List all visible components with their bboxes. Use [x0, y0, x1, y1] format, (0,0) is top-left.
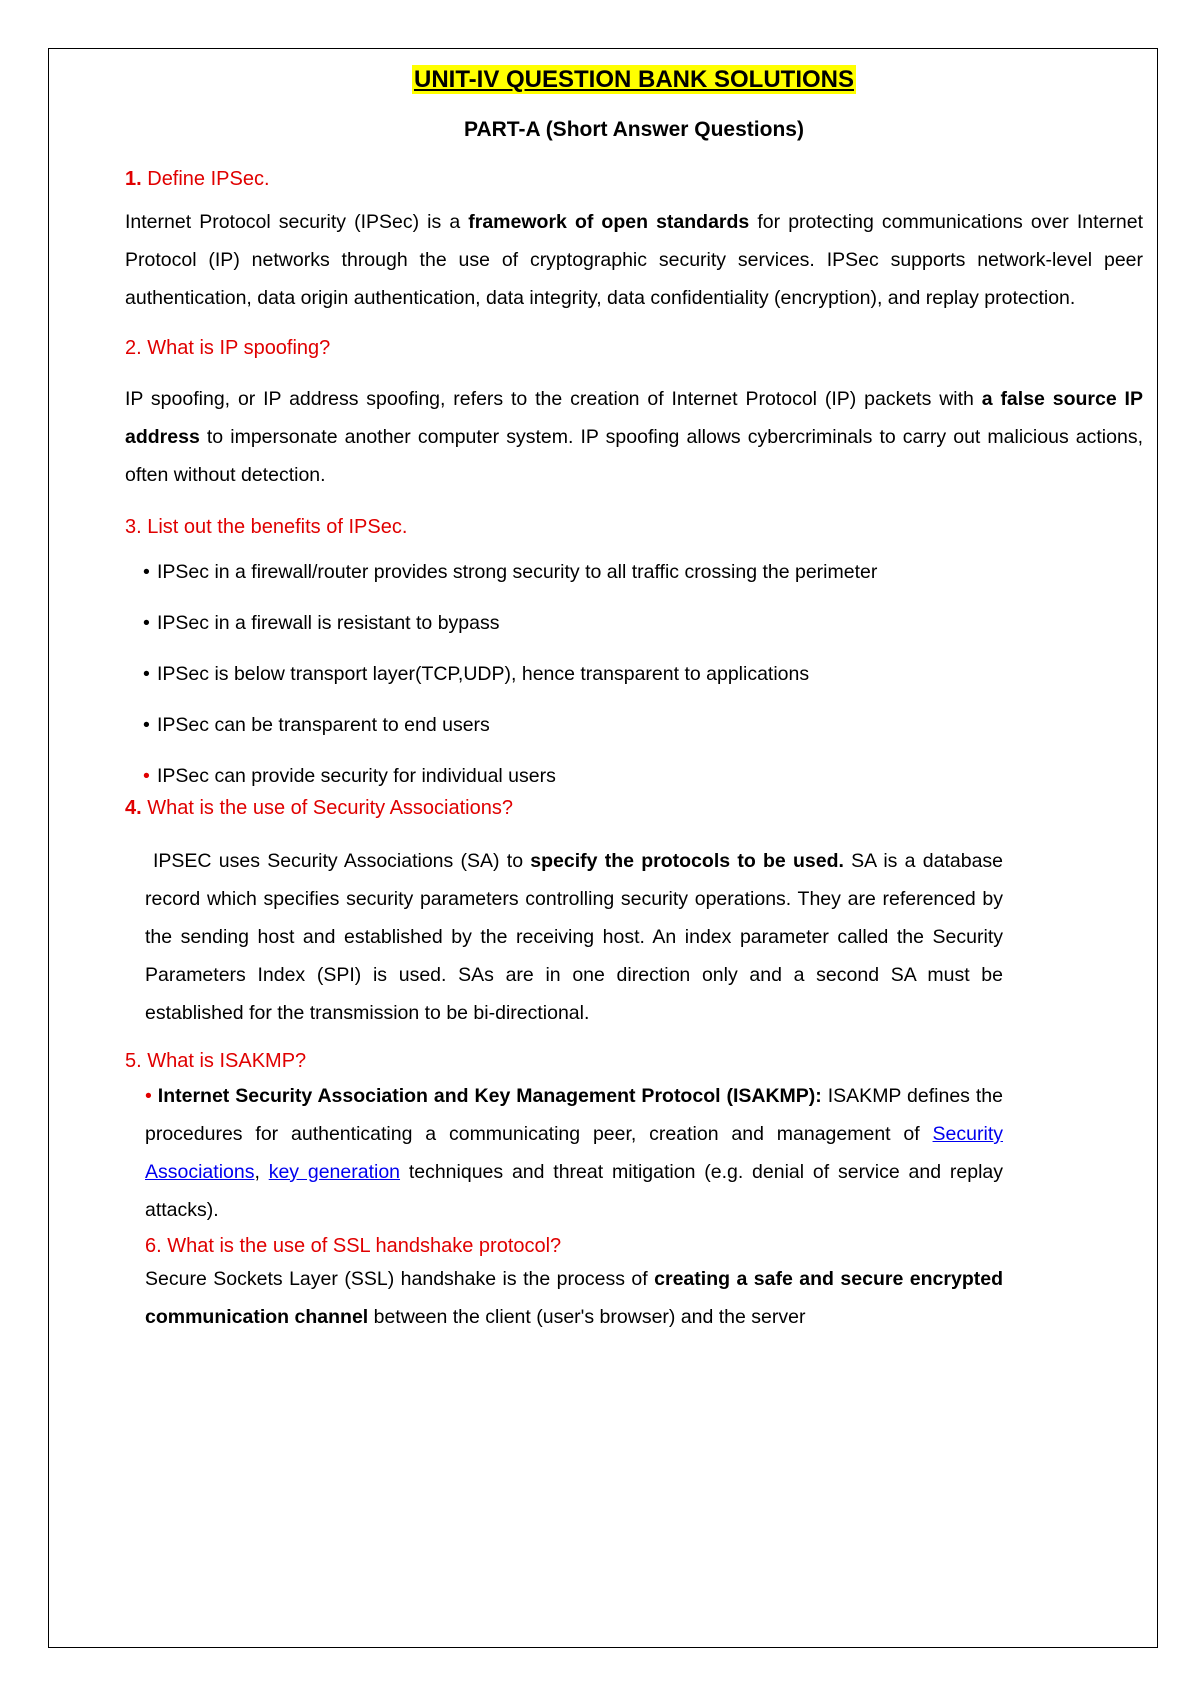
answer-2-post: to impersonate another computer system. IP spoofing allows cybercriminals to carry out malicious actions, often without detection. — [125, 426, 1143, 486]
answer-6-bold: creating a safe and secure encrypted communication channel — [145, 1268, 1003, 1328]
document-content — [125, 58, 1143, 1336]
answer-4-bold: specify the protocols to be used. — [530, 850, 844, 872]
list-item — [143, 561, 1143, 612]
list-item-text: IPSec can be transparent to end users — [157, 714, 490, 736]
key-generation-link[interactable]: key generation — [268, 1161, 401, 1183]
list-item-text: IPSec in a firewall is resistant to bypass — [157, 612, 500, 634]
list-item — [143, 765, 1143, 797]
question-5: 5. What is ISAKMP? — [125, 1050, 307, 1072]
security-associations-link[interactable]: Security Associations — [145, 1123, 1003, 1183]
part-subtitle: PART-A (Short Answer Questions) — [464, 118, 804, 141]
bullet-icon: • — [143, 714, 150, 736]
question-4-text: What is the use of Security Associations? — [141, 797, 513, 819]
answer-5-bold: Internet Security Association and Key Management Protocol (ISAKMP): — [157, 1085, 822, 1107]
answer-1-bold: framework of open standards — [468, 211, 750, 233]
question-3: 3. List out the benefits of IPSec. — [125, 516, 408, 538]
list-item-text: IPSec in a firewall/router provides strong security to all traffic crossing the perimeter — [157, 561, 878, 583]
question-4 — [125, 797, 1143, 820]
answer-4-pre: IPSEC uses Security Associations (SA) to — [153, 850, 531, 872]
answer-2 — [125, 380, 1143, 494]
answer-6-pre: Secure Sockets Layer (SSL) handshake is the process of — [145, 1268, 655, 1290]
answer-2-pre: IP spoofing, or IP address spoofing, refers to the creation of Internet Protocol (IP) packets with — [125, 388, 982, 410]
answer-1-pre: Internet Protocol security (IPSec) is a — [125, 211, 469, 233]
answer-5-mid: ISAKMP defines the procedures for authenticating a communicating peer, creation and management of — [145, 1085, 1003, 1145]
answer-5 — [125, 1077, 1143, 1229]
list-item — [143, 612, 1143, 663]
page-title: UNIT-IV QUESTION BANK SOLUTIONS — [413, 66, 854, 93]
bullet-icon: • — [143, 765, 150, 787]
bullet-icon: • — [143, 663, 150, 685]
question-6: 6. What is the use of SSL handshake protocol? — [145, 1235, 562, 1257]
answer-6-post: between the client (user's browser) and the server — [368, 1306, 806, 1328]
list-item-text: IPSec is below transport layer(TCP,UDP), hence transparent to applications — [157, 663, 810, 685]
answer-2-bold: a false source IP address — [125, 388, 1143, 448]
question-1 — [125, 168, 1143, 191]
question-2: 2. What is IP spoofing? — [125, 337, 331, 359]
benefits-list — [125, 561, 1143, 797]
answer-4-post: SA is a database record which specifies security parameters controlling security operations. They are referenced by the sending host and established by the receiving host. An index parameter called the Security Parameters Index (SPI) is used. SAs are in one direction only and a second SA must be established for the transmission to be bi-directional. — [145, 850, 1004, 1024]
answer-1 — [125, 203, 1143, 317]
question-1-number: 1. — [125, 168, 142, 190]
bullet-icon: • — [145, 1085, 152, 1107]
question-4-number: 4. — [125, 797, 142, 819]
bullet-icon: • — [143, 561, 150, 583]
list-item-text: IPSec can provide security for individual users — [157, 765, 556, 787]
question-1-text: Define IPSec. — [141, 168, 270, 190]
answer-4 — [125, 842, 1143, 1032]
answer-6 — [125, 1260, 1143, 1336]
list-item — [143, 663, 1143, 714]
list-item — [143, 714, 1143, 765]
bullet-icon: • — [143, 612, 150, 634]
answer-1-post: for protecting communications over Internet Protocol (IP) networks through the use of cryptographic security services. IPSec supports network-level peer authentication, data origin authentication, data integrity, data confidentiality (encryption), and replay protection. — [125, 211, 1143, 309]
answer-5-sep: , — [254, 1161, 269, 1183]
title-wrap — [125, 66, 1143, 94]
answer-5-post: techniques and threat mitigation (e.g. denial of service and replay attacks). — [145, 1161, 1003, 1221]
